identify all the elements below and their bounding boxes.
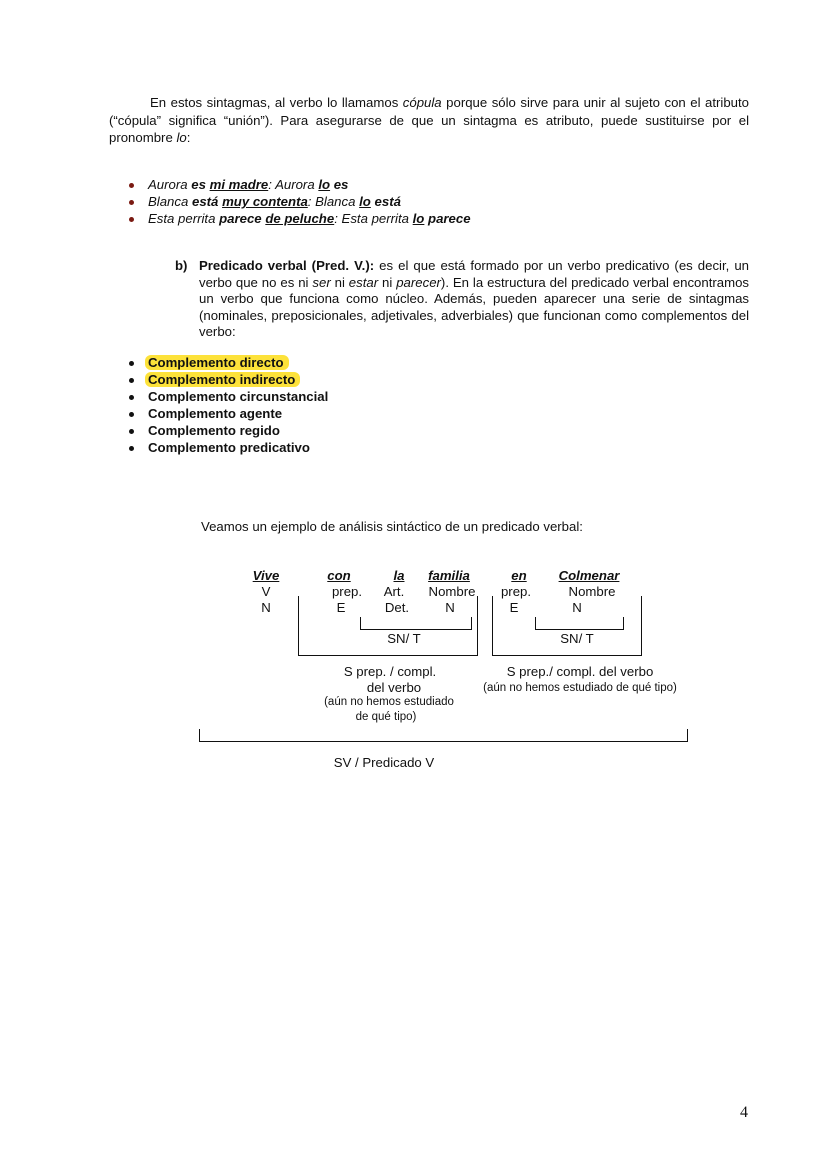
sprep-label: del verbo (366, 680, 422, 695)
complement-item: Complemento predicativo (129, 439, 328, 456)
bracket-line (360, 629, 472, 630)
bracket-line (535, 629, 624, 630)
bracket-line (492, 596, 493, 656)
complement-item: Complemento agente (129, 405, 328, 422)
tag-row1: V (261, 584, 271, 599)
tag-row2: N (572, 600, 582, 615)
example-item: Blanca está muy contenta: Blanca lo está (129, 193, 471, 210)
examples-list (129, 176, 471, 227)
complements-list (129, 354, 328, 456)
bracket-line (477, 596, 478, 656)
example-item: Aurora es mi madre: Aurora lo es (129, 176, 471, 193)
example-item: Esta perrita parece de peluche: Esta perrita lo parece (129, 210, 471, 227)
sprep-label: S prep. / compl. (343, 664, 437, 679)
word-con: con (327, 568, 351, 583)
bracket-line (492, 655, 642, 656)
analysis-intro: Veamos un ejemplo de análisis sintáctico de un predicado verbal: (201, 519, 583, 534)
word-la: la (393, 568, 405, 583)
tag-row1: prep. (331, 584, 363, 599)
bracket-line (623, 617, 624, 630)
tag-row1: Art. (383, 584, 405, 599)
tag-row2: E (509, 600, 519, 615)
tag-row1: Nombre (568, 584, 616, 599)
complement-item: Complemento directo (129, 354, 328, 371)
word-colmenar: Colmenar (558, 568, 620, 583)
predicado-verbal-text: Predicado verbal (Pred. V.): es el que está formado por un verbo predicativo (es decir, un verbo que no es ni ser ni estar ni parecer). En la estructura del predicado verbal encontramos un verbo que funciona como núcleo. Además, pueden aparecer una serie de sintagmas (nominales, preposicionales, adjetivales, adverbiales) que funcionan como complementos del verbo: (199, 258, 750, 339)
bracket-line (298, 655, 478, 656)
bracket-line (199, 741, 688, 742)
word-en: en (511, 568, 527, 583)
bracket-line (641, 596, 642, 656)
tag-row2: E (336, 600, 346, 615)
bracket-line (298, 596, 299, 656)
sv-label: SV / Predicado V (333, 755, 435, 770)
sprep-note: de qué tipo) (355, 711, 417, 723)
sn-label: SN/ T (387, 631, 421, 646)
predicado-verbal-section (175, 258, 749, 341)
bracket-line (471, 617, 472, 630)
section-label: b) (175, 258, 188, 273)
tag-row1: prep. (500, 584, 532, 599)
tag-row1: Nombre (428, 584, 476, 599)
sn-label: SN/ T (560, 631, 594, 646)
intro-paragraph: En estos sintagmas, al verbo lo llamamos cópula porque sólo sirve para unir al sujeto con el atributo (“cópula” significa “unión”). Para asegurarse de que un sintagma es atributo, puede sustituirse por el pronombre lo: (109, 95, 749, 145)
tag-row2: N (261, 600, 271, 615)
word-vive: Vive (252, 568, 280, 583)
sprep-note: (aún no hemos estudiado (324, 696, 454, 708)
sprep-note: (aún no hemos estudiado de qué tipo) (483, 682, 677, 694)
complement-item: Complemento regido (129, 422, 328, 439)
word-familia: familia (428, 568, 470, 583)
bracket-line (687, 729, 688, 742)
complement-item: Complemento circunstancial (129, 388, 328, 405)
tag-row2: Det. (384, 600, 410, 615)
complement-item: Complemento indirecto (129, 371, 328, 388)
tag-row2: N (445, 600, 455, 615)
sprep-label: S prep./ compl. del verbo (506, 664, 654, 679)
page-number: 4 (740, 1104, 748, 1121)
